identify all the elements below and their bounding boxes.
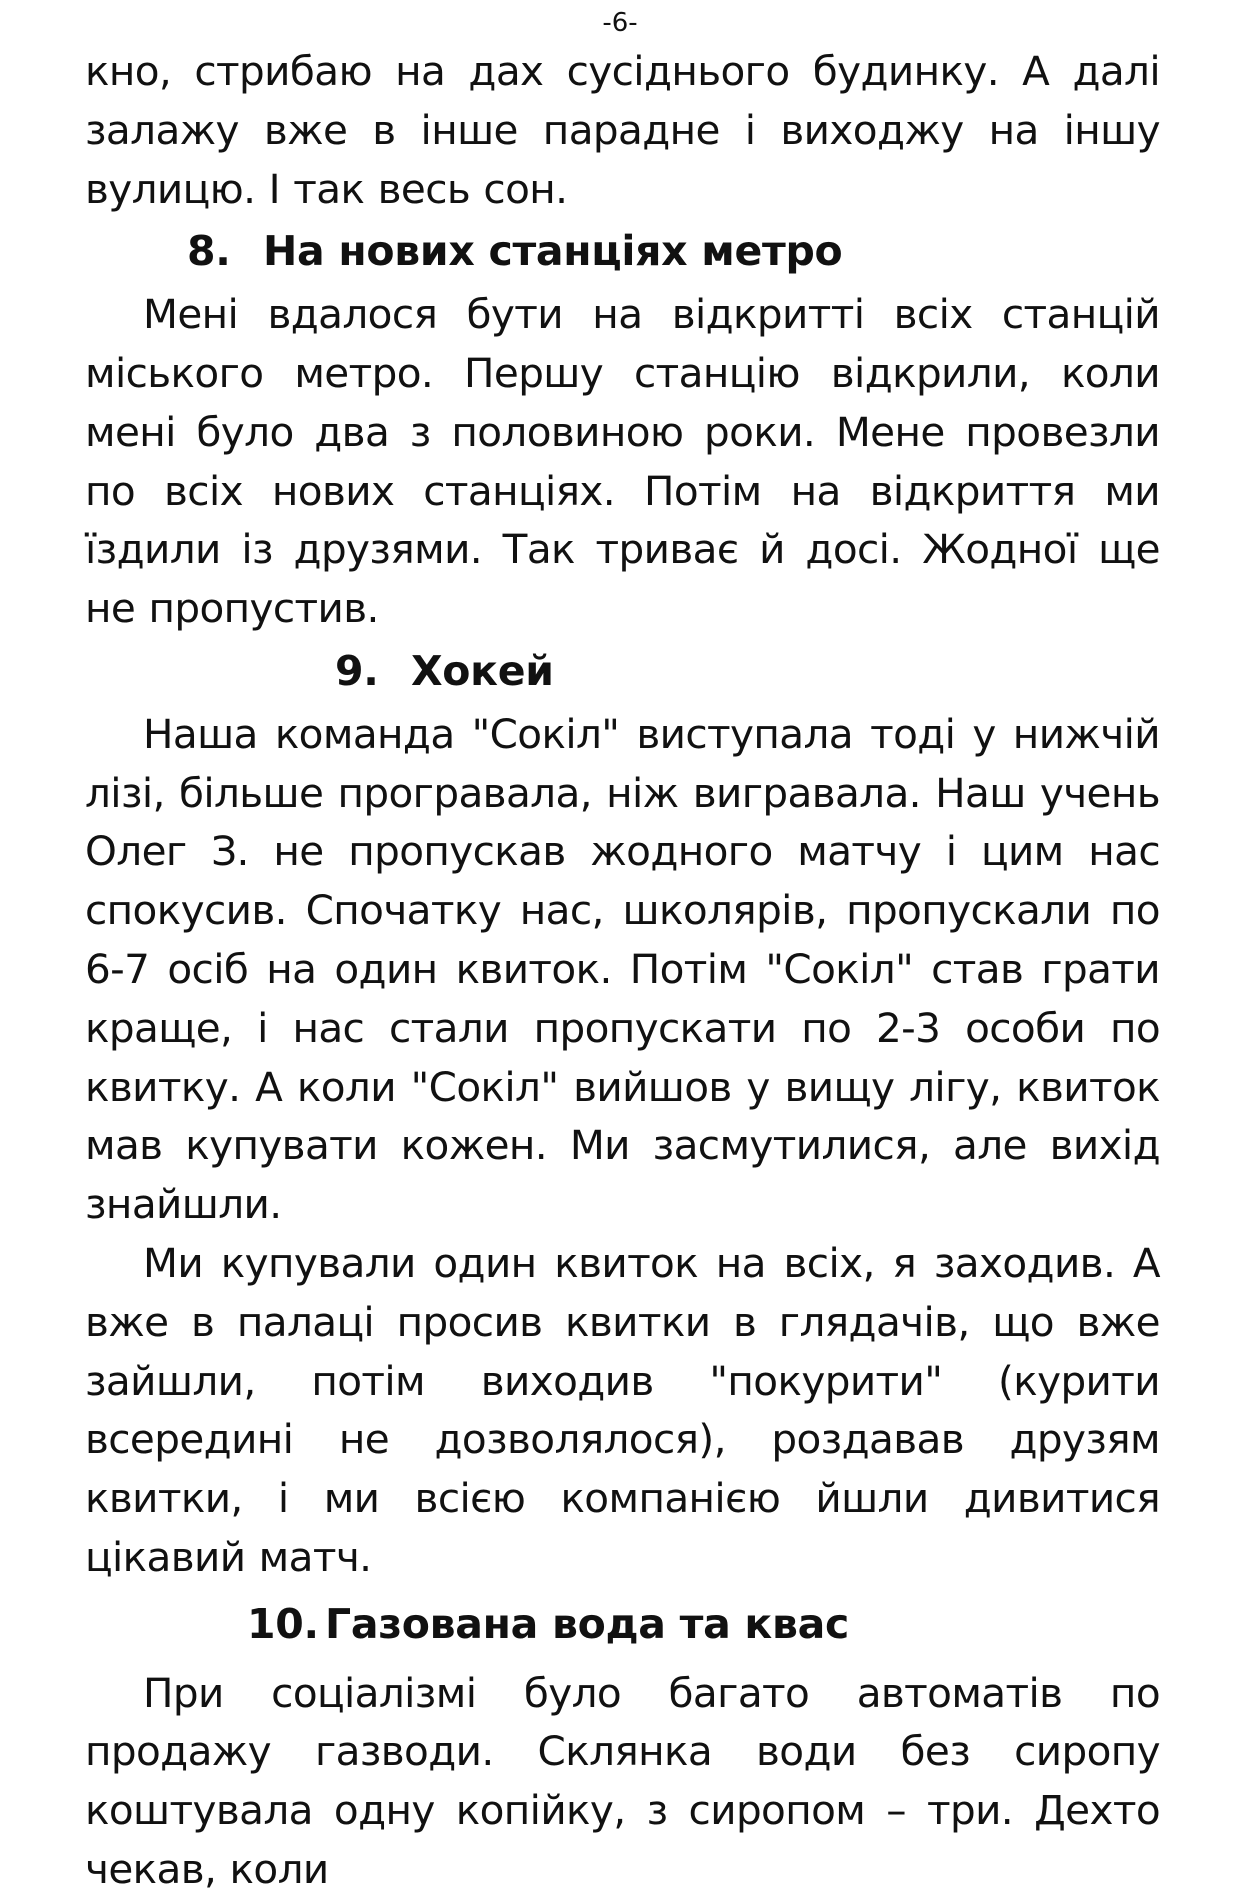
section-heading-9 bbox=[85, 642, 1160, 701]
paragraph-metro: Мені вдалося бути на відкритті всіх станцій міського метро. Першу станцію відкрили, коли мені було два з половиною роки. Мене провезли по всіх нових станціях. Потім на відкриття ми їздили із друзями. Так триває й досі. Жодної ще не пропустив. bbox=[85, 290, 1160, 633]
section-number: 10. bbox=[247, 1599, 319, 1648]
section-heading-10 bbox=[85, 1595, 1160, 1654]
section-number: 9. bbox=[335, 646, 379, 695]
paragraph-soda: При соціалізмі було багато автоматів по продажу газводи. Склянка води без сиропу коштувала одну копійку, з сиропом – три. Дехто чекав, коли bbox=[85, 1668, 1160, 1893]
section-title: Газована вода та квас bbox=[325, 1599, 849, 1648]
page-number: -6- bbox=[602, 8, 638, 38]
paragraph-continuation: кно, стрибаю на дах сусіднього будинку. А далі залажу вже в інше парадне і виходжу на іншу вулицю. І так весь сон. bbox=[85, 47, 1160, 213]
page-content bbox=[85, 42, 1160, 1899]
section-title: На нових станціях метро bbox=[263, 227, 843, 276]
section-title: Хокей bbox=[411, 646, 554, 695]
paragraph-hockey-1: Наша команда "Сокіл" виступала тоді у нижчій лізі, більше програвала, ніж вигравала. Наш учень Олег З. не пропускав жодного матчу і цим нас спокусив. Спочатку нас, школярів, пропускали по 6-7 осіб на один квиток. Потім "Сокіл" став грати краще, і нас стали пропускати по 2-3 особи по квитку. А коли "Сокіл" вийшов у вищу лігу, квиток мав купувати кожен. Ми засмутилися, але вихід знайшли. bbox=[85, 709, 1160, 1229]
section-heading-8 bbox=[85, 222, 1160, 281]
section-number: 8. bbox=[187, 227, 231, 276]
paragraph-hockey-2: Ми купували один квиток на всіх, я заходив. А вже в палаці просив квитки в глядачів, що вже зайшли, потім виходив "покурити" (курити всередині не дозволялося), роздавав друзям квитки, і ми всією компанією йшли дивитися цікавий матч. bbox=[85, 1238, 1160, 1581]
